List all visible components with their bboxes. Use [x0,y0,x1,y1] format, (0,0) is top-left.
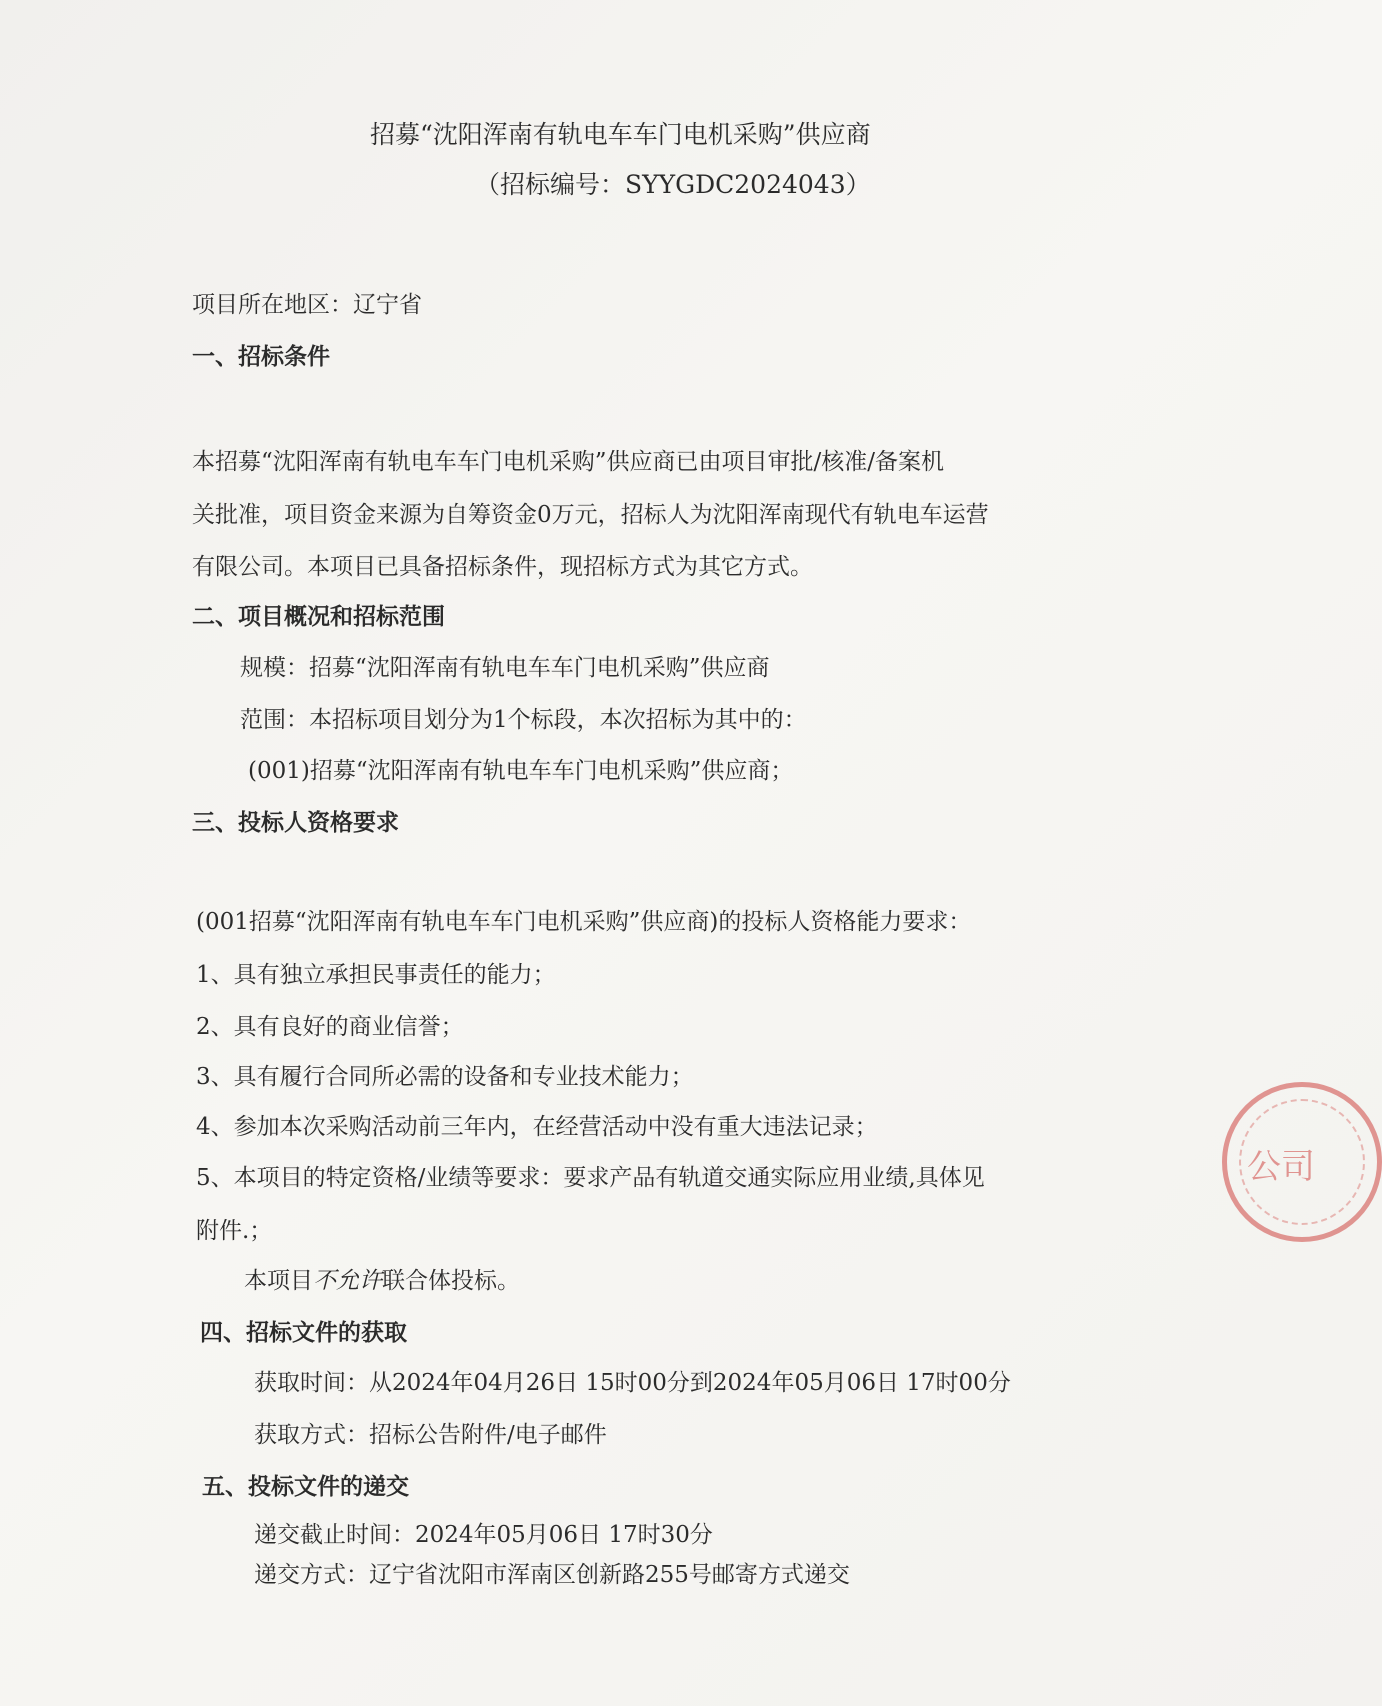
requirement-2: 2、具有良好的商业信誉； [196,1014,464,1040]
project-lot: (001)招募“沈阳浑南有轨电车车门电机采购”供应商； [248,758,794,784]
acquisition-method: 获取方式：招标公告附件/电子邮件 [254,1422,607,1448]
project-range: 范围：本招标项目划分为1个标段，本次招标为其中的： [240,707,807,733]
section-1-paragraph-line-3: 有限公司。本项目已具备招标条件，现招标方式为其它方式。 [192,554,813,580]
section-1-paragraph-line-1: 本招募“沈阳浑南有轨电车车门电机采购”供应商已由项目审批/核准/备案机 [192,449,945,475]
requirement-4: 4、参加本次采购活动前三年内，在经营活动中没有重大违法记录； [196,1114,878,1140]
section-1-paragraph-line-2: 关批准，项目资金来源为自筹资金0万元，招标人为沈阳浑南现代有轨电车运营 [192,502,989,528]
consortium-handwritten: 不允许 [313,1268,382,1294]
requirement-5-line-1: 5、本项目的特定资格/业绩等要求：要求产品有轨道交通实际应用业绩,具体见 [196,1165,985,1191]
consortium-suffix: 联合体投标。 [382,1268,520,1294]
section-2-heading: 二、项目概况和招标范围 [192,603,445,630]
section-4-heading: 四、招标文件的获取 [200,1319,407,1346]
project-scale: 规模：招募“沈阳浑南有轨电车车门电机采购”供应商 [240,655,770,681]
project-region: 项目所在地区：辽宁省 [192,292,422,318]
consortium-prefix: 本项目 [244,1268,313,1294]
requirement-5-line-2: 附件.； [196,1218,273,1244]
company-seal [1222,1082,1382,1242]
consortium-statement [244,1266,520,1296]
submission-deadline: 递交截止时间：2024年05月06日 17时30分 [254,1522,713,1548]
seal-text: 公司 [1247,1147,1315,1187]
qualification-intro: (001招募“沈阳浑南有轨电车车门电机采购”供应商)的投标人资格能力要求： [196,909,972,935]
section-1-heading: 一、招标条件 [192,343,330,370]
document-title: 招募“沈阳浑南有轨电车车门电机采购”供应商 [370,120,871,149]
acquisition-time: 获取时间：从2024年04月26日 15时00分到2024年05月06日 17时00分 [254,1370,1011,1396]
section-3-heading: 三、投标人资格要求 [192,809,399,836]
submission-method: 递交方式：辽宁省沈阳市浑南区创新路255号邮寄方式递交 [254,1562,850,1588]
tender-number: （招标编号：SYYGDC2024043） [475,170,871,199]
requirement-3: 3、具有履行合同所必需的设备和专业技术能力； [196,1064,694,1090]
section-5-heading: 五、投标文件的递交 [202,1473,409,1500]
requirement-1: 1、具有独立承担民事责任的能力； [196,962,556,988]
